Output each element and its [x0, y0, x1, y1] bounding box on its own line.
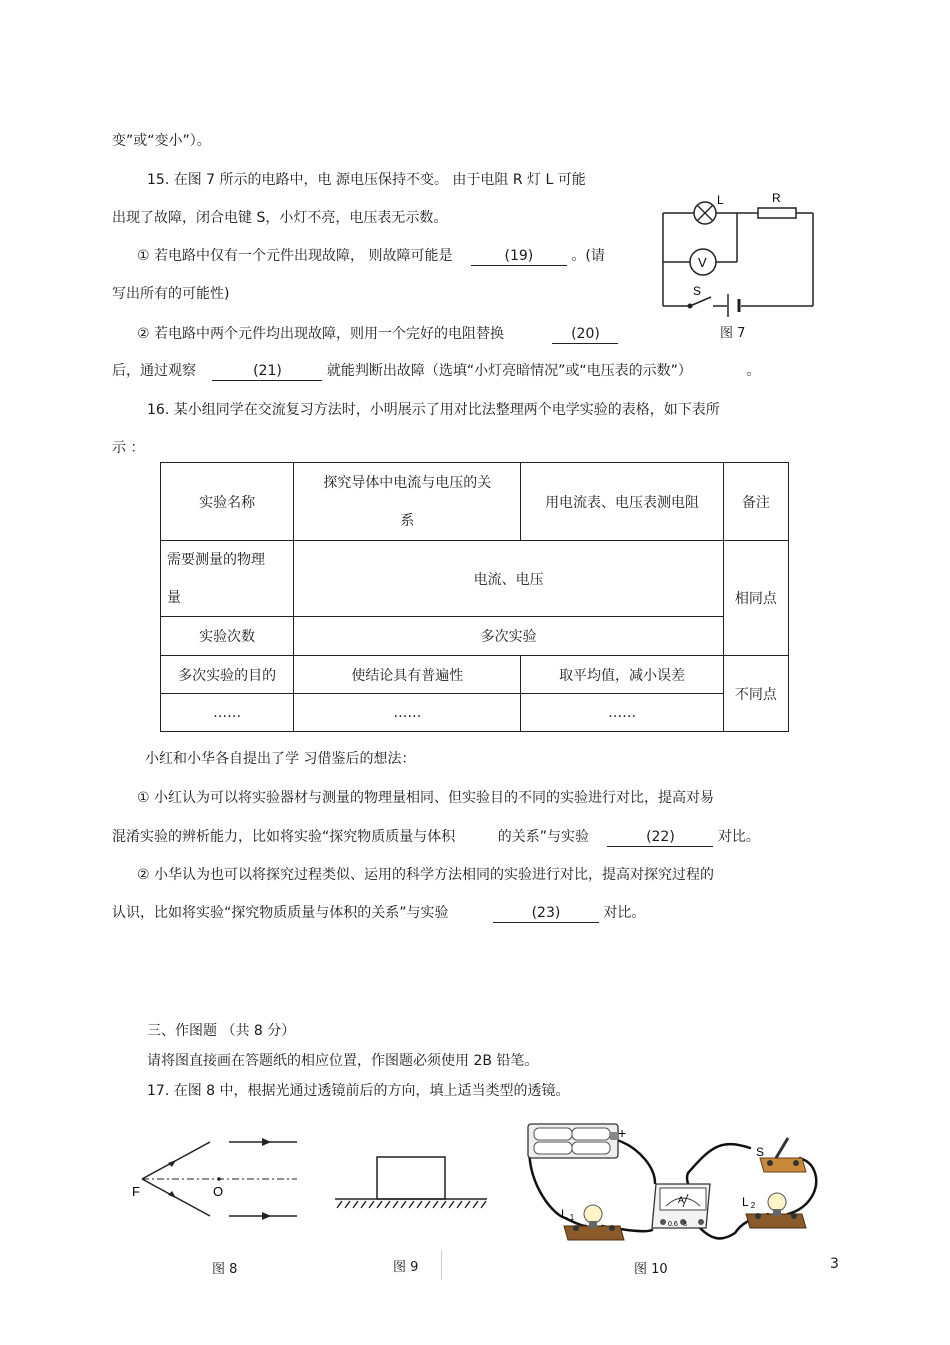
table-header-text: 系 — [400, 512, 415, 529]
q16-line: 16. 某小组同学在交流复习方法时，小明展示了用对比法整理两个电学实验的表格，如下表所 — [147, 402, 720, 418]
figure-8-caption: 图 8 — [212, 1262, 238, 1277]
lamp-l1-sub: 1 — [569, 1213, 575, 1222]
ammeter-icon — [652, 1184, 710, 1228]
q15-line — [137, 247, 605, 266]
switch-label: S — [756, 1145, 765, 1159]
figure-10-circuit — [520, 1118, 830, 1253]
table-cell: 取平均值，减小误差 — [521, 656, 724, 694]
ammeter-range-label: 0.6 — [668, 1221, 678, 1228]
answer-blank-19[interactable]: (19) — [471, 247, 567, 266]
table-cell: 不同点 — [723, 656, 788, 732]
table-cell — [161, 541, 294, 617]
lamp-l1-letter: L — [561, 1207, 568, 1221]
table-header-cell: 实验名称 — [161, 463, 294, 541]
lamp-icon — [694, 202, 716, 224]
q16-line — [112, 904, 645, 923]
table-cell-text: 需要测量的物理 — [167, 551, 265, 568]
answer-blank-20[interactable]: (20) — [552, 325, 618, 344]
lamp-l2-label — [742, 1195, 756, 1210]
answer-blank-23[interactable]: (23) — [493, 904, 599, 923]
figure-7-caption: 图 7 — [720, 326, 746, 341]
focus-label: F — [132, 1184, 140, 1199]
voltmeter-label: V — [698, 255, 707, 270]
q16-line — [112, 828, 760, 847]
table-header-text: 探究导体中电流与电压的关 — [323, 474, 492, 491]
section-note: 请将图直接画在答题纸的相应位置，作图题必须使用 2B 铅笔。 — [147, 1053, 539, 1069]
q15-line: 15. 在图 7 所示的电路中，电 源电压保持不变。 由于电阻 R 灯 L 可能 — [147, 172, 586, 188]
lamp-l2-letter: L — [742, 1195, 749, 1209]
q16-line: ① 小红认为可以将实验器材与测量的物理量相同、但实验目的不同的实验进行对比，提高对易 — [137, 790, 714, 806]
center-label: O — [213, 1184, 224, 1199]
lamp-label: L — [717, 193, 724, 207]
q16-text: 认识，比如将实验“探究物质质量与体积的关系”与实验 — [112, 905, 449, 921]
q15-line: 写出所有的可能性) — [112, 286, 230, 302]
figure-9-block — [335, 1150, 495, 1215]
table-cell: …… — [161, 694, 294, 732]
ammeter-label: A — [678, 1195, 685, 1205]
table-cell: 使结论具有普遍性 — [294, 656, 521, 694]
lamp-l2-sub: 2 — [750, 1201, 756, 1210]
table-cell: 相同点 — [723, 541, 788, 656]
q15-text: 就能判断出故障（选填“小灯亮暗情况”或“电压表的示数”） — [326, 363, 692, 379]
optical-center-dot — [217, 1177, 221, 1181]
ground-hatch — [337, 1201, 486, 1208]
table-header-cell: 用电流表、电压表测电阻 — [521, 463, 724, 541]
figure-9-caption: 图 9 — [393, 1260, 419, 1275]
answer-blank-21[interactable]: (21) — [212, 362, 322, 381]
figure-7-circuit — [655, 190, 825, 320]
q15-text: 后，通过观察 — [112, 363, 196, 379]
q16-line: 小红和小华各自提出了学 习借鉴后的想法： — [145, 751, 416, 767]
q16-text: 对比。 — [603, 905, 646, 921]
table-cell: 电流、电压 — [294, 541, 724, 617]
table-cell: …… — [521, 694, 724, 732]
figure-8-rays — [125, 1130, 305, 1220]
q16-text: 混淆实验的辨析能力，比如将实验“探究物质质量与体积 — [112, 829, 456, 845]
switch-icon — [760, 1138, 806, 1172]
q17-line: 17. 在图 8 中，根据光通过透镜前后的方向，填上适当类型的透镜。 — [147, 1083, 570, 1099]
plus-label: + — [618, 1125, 627, 1141]
q16-text: 对比。 — [717, 829, 760, 845]
q16-line: 示 ： — [112, 440, 145, 456]
q16-text: 的关系”与实验 — [497, 829, 589, 845]
table-cell: 实验次数 — [161, 617, 294, 656]
table-cell-text: 量 — [167, 589, 181, 606]
switch-label: S — [693, 284, 702, 298]
table-header-cell — [294, 463, 521, 541]
answer-blank-22[interactable]: (22) — [607, 828, 713, 847]
resistor-label: R — [772, 191, 781, 205]
q15-text: ② 若电路中两个元件均出现故障，则用一个完好的电阻替换 — [137, 326, 504, 342]
text-line: 变”或“变小”）。 — [112, 133, 211, 149]
switch-icon — [688, 297, 711, 308]
divider — [441, 1250, 442, 1280]
table-cell: 多次实验的目的 — [161, 656, 294, 694]
section-heading: 三、作图题 （共 8 分） — [147, 1023, 296, 1039]
q16-line: ② 小华认为也可以将探究过程类似、运用的科学方法相同的实验进行对比，提高对探究过程的 — [137, 867, 714, 883]
page-number: 3 — [830, 1256, 839, 1272]
q15-text: 。 — [746, 363, 761, 379]
q15-line — [137, 325, 618, 344]
ammeter-range-label: 3 — [683, 1221, 687, 1228]
table-cell: …… — [294, 694, 521, 732]
table-cell: 多次实验 — [294, 617, 724, 656]
q15-line — [112, 362, 760, 381]
comparison-table — [160, 462, 789, 732]
q15-line: 出现了故障，闭合电键 S，小灯不亮，电压表无示数。 — [112, 210, 448, 226]
battery-box-icon — [528, 1124, 618, 1158]
table-header-cell: 备注 — [723, 463, 788, 541]
q15-text: 。(请 — [571, 248, 605, 264]
q15-text: ① 若电路中仅有一个元件出现故障， 则故障可能是 — [137, 248, 453, 264]
figure-10-caption: 图 10 — [634, 1262, 668, 1277]
resistor-icon — [758, 208, 796, 218]
battery-icon — [728, 294, 739, 317]
